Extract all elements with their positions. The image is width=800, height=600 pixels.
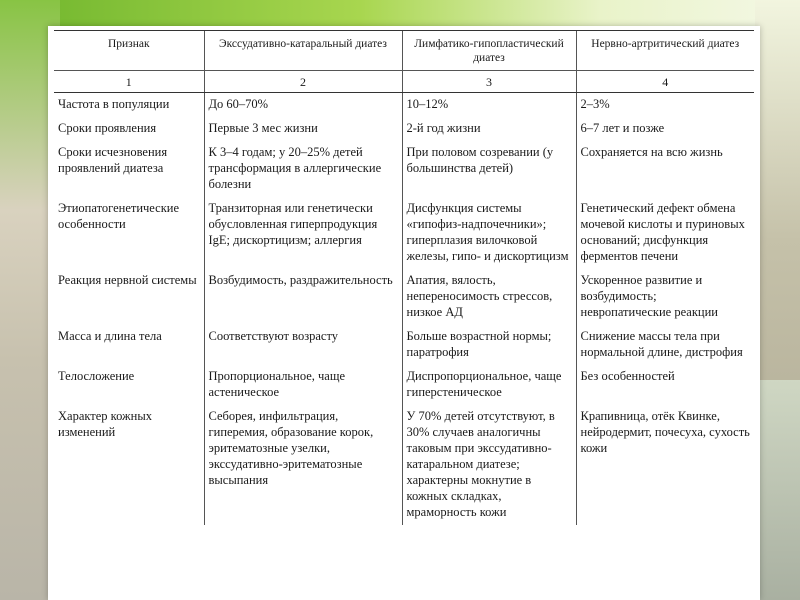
table-cell: При половом созревании (у большинства детей) bbox=[402, 141, 576, 197]
document-sheet bbox=[48, 26, 760, 600]
column-number: 4 bbox=[576, 71, 754, 93]
table-cell: Пропорциональное, чаще астеническое bbox=[204, 365, 402, 405]
table-cell: Крапивница, отёк Квинке, нейродермит, почесуха, сухость кожи bbox=[576, 405, 754, 525]
table-cell: Ускоренное развитие и возбудимость; невропатические реакции bbox=[576, 269, 754, 325]
table-cell: Себорея, инфильтрация, гиперемия, образование корок, эритематозные узелки, экссудативно-эритематозные высыпания bbox=[204, 405, 402, 525]
table-cell: Первые 3 мес жизни bbox=[204, 117, 402, 141]
table-cell: Апатия, вялость, непереносимость стрессов, низкое АД bbox=[402, 269, 576, 325]
table-row bbox=[54, 117, 754, 141]
header-cell: Нервно-артритический диатез bbox=[576, 31, 754, 71]
table-cell: Этиопатогенетические особенности bbox=[58, 201, 180, 231]
table-cell: Возбудимость, раздражительность bbox=[204, 269, 402, 325]
header-cell: Признак bbox=[54, 31, 204, 71]
table-row bbox=[54, 197, 754, 269]
table-cell: 2–3% bbox=[576, 93, 754, 118]
column-number-row bbox=[54, 71, 754, 93]
table-cell: Сохраняется на всю жизнь bbox=[576, 141, 754, 197]
table-cell: Сроки исчезновения проявлений диатеза bbox=[58, 145, 168, 175]
table-cell: Без особенностей bbox=[576, 365, 754, 405]
table-cell: Частота в популяции bbox=[58, 97, 170, 111]
table-cell: Соответствуют возрасту bbox=[204, 325, 402, 365]
table-cell: У 70% детей отсутствуют, в 30% случаев аналогичны таковым при экссудативно-катаральном диатезе; характерны мокнутие в кожных складках, мраморность кожи bbox=[402, 405, 576, 525]
header-cell: Лимфатико-гипопластический диатез bbox=[402, 31, 576, 71]
table-cell: 2-й год жизни bbox=[402, 117, 576, 141]
table-row bbox=[54, 365, 754, 405]
table-cell: Диспропорциональное, чаще гиперстеническое bbox=[402, 365, 576, 405]
table-cell: Больше возрастной нормы; паратрофия bbox=[402, 325, 576, 365]
table-cell: Транзиторная или генетически обусловленная гиперпродукция IgE; дискортицизм; аллергия bbox=[204, 197, 402, 269]
table-cell: 6–7 лет и позже bbox=[576, 117, 754, 141]
table-cell: Дисфункция системы «гипофиз-надпочечники»; гиперплазия вилочковой железы, гипо- и дискортицизм bbox=[402, 197, 576, 269]
table-row bbox=[54, 93, 754, 118]
header-cell: Экссудативно-катаральный диатез bbox=[204, 31, 402, 71]
table-cell: Реакция нервной системы bbox=[58, 273, 197, 287]
table-cell: Снижение массы тела при нормальной длине, дистрофия bbox=[576, 325, 754, 365]
column-number: 3 bbox=[402, 71, 576, 93]
table-row bbox=[54, 325, 754, 365]
table-row bbox=[54, 141, 754, 197]
table-cell: Характер кожных изменений bbox=[58, 409, 153, 439]
table-cell: До 60–70% bbox=[204, 93, 402, 118]
table-cell: 10–12% bbox=[402, 93, 576, 118]
table-cell: Масса и длина тела bbox=[58, 329, 162, 343]
table-cell: Генетический дефект обмена мочевой кислоты и пуриновых оснований; дисфункция ферментов печени bbox=[576, 197, 754, 269]
header-row bbox=[54, 31, 754, 71]
table-row bbox=[54, 269, 754, 325]
table-cell: К 3–4 годам; у 20–25% детей трансформация в аллергические болезни bbox=[204, 141, 402, 197]
table-cell: Телосложение bbox=[58, 369, 135, 383]
table-cell: Сроки проявления bbox=[58, 121, 157, 135]
diathesis-table bbox=[54, 30, 754, 525]
table-row bbox=[54, 405, 754, 525]
column-number: 2 bbox=[204, 71, 402, 93]
background-bottom-right bbox=[755, 380, 800, 600]
column-number: 1 bbox=[54, 71, 204, 93]
